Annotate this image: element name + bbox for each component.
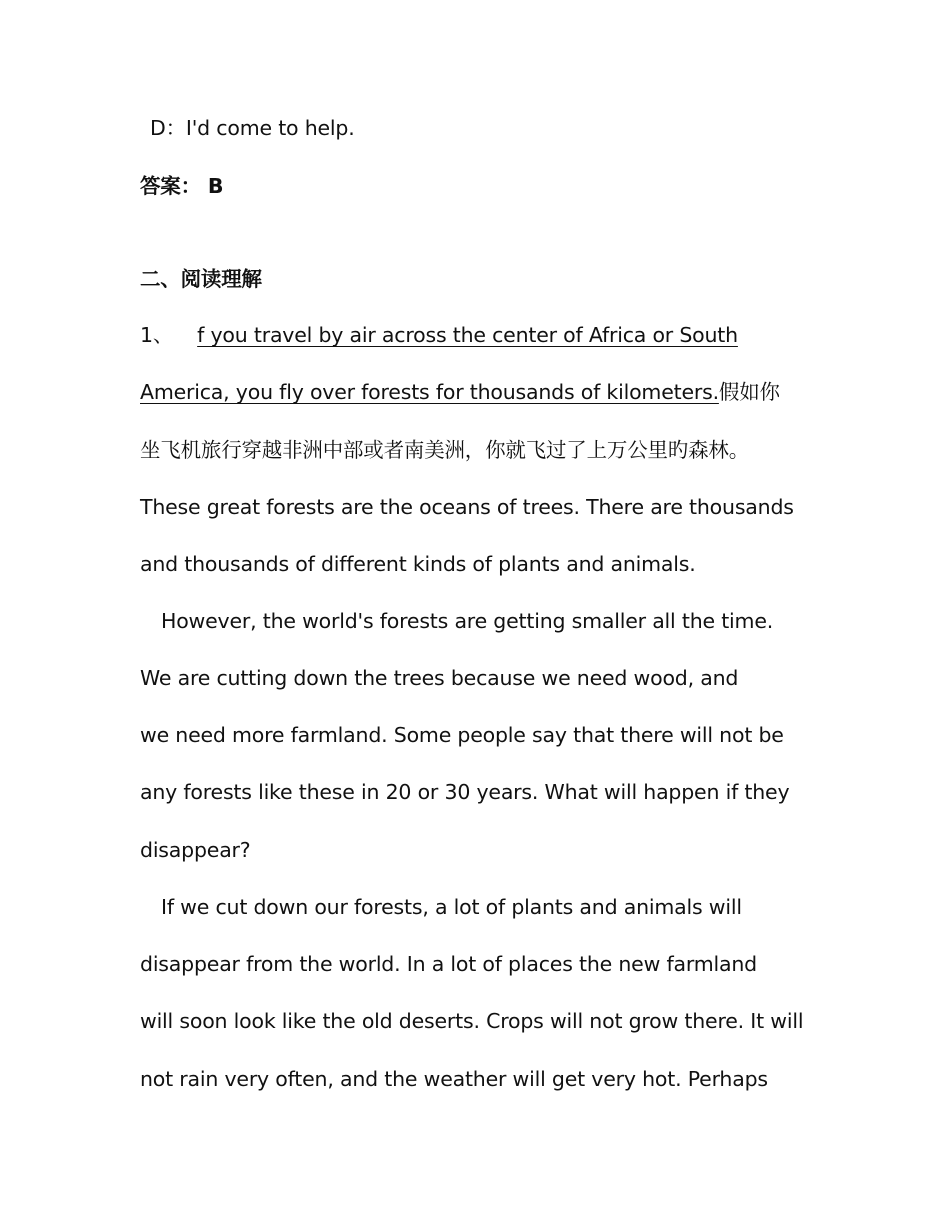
section-title: 二、阅读理解 (140, 267, 262, 291)
passage-line: any forests like these in 20 or 30 years. What will happen if they (140, 780, 790, 804)
passage-line: These great forests are the oceans of trees. There are thousands (140, 495, 794, 519)
passage-line: If we cut down our forests, a lot of plants and animals will (161, 895, 742, 919)
passage-line: disappear from the world. In a lot of places the new farmland (140, 952, 757, 976)
answer-line (140, 173, 223, 199)
question-number: 1、 (140, 323, 174, 347)
passage-line: not rain very often, and the weather will get very hot. Perhaps (140, 1067, 768, 1091)
question-line-2 (140, 379, 780, 405)
passage-line: will soon look like the old deserts. Crops will not grow there. It will (140, 1009, 804, 1033)
chinese-text-start: 假如你 (718, 380, 780, 404)
underlined-text-line-2: America, you fly over forests for thousands of kilometers. (140, 380, 719, 404)
passage-line: and thousands of different kinds of plants and animals. (140, 552, 696, 576)
chinese-translation-line: 坐飞机旅行穿越非洲中部或者南美洲，你就飞过了上万公里旳森林。 (140, 438, 749, 462)
underlined-text-line-1: f you travel by air across the center of Africa or South (197, 323, 738, 347)
question-first-line (140, 322, 738, 348)
option-d (150, 115, 355, 141)
answer-label: 答案： (140, 174, 201, 198)
passage-line: disappear? (140, 838, 251, 862)
passage-line: However, the world's forests are getting smaller all the time. (161, 609, 774, 633)
option-d-label: D： (150, 116, 186, 140)
option-d-text: I'd come to help. (185, 116, 355, 140)
passage-line: we need more farmland. Some people say that there will not be (140, 723, 784, 747)
passage-line: We are cutting down the trees because we need wood, and (140, 666, 739, 690)
answer-value: B (207, 174, 224, 198)
